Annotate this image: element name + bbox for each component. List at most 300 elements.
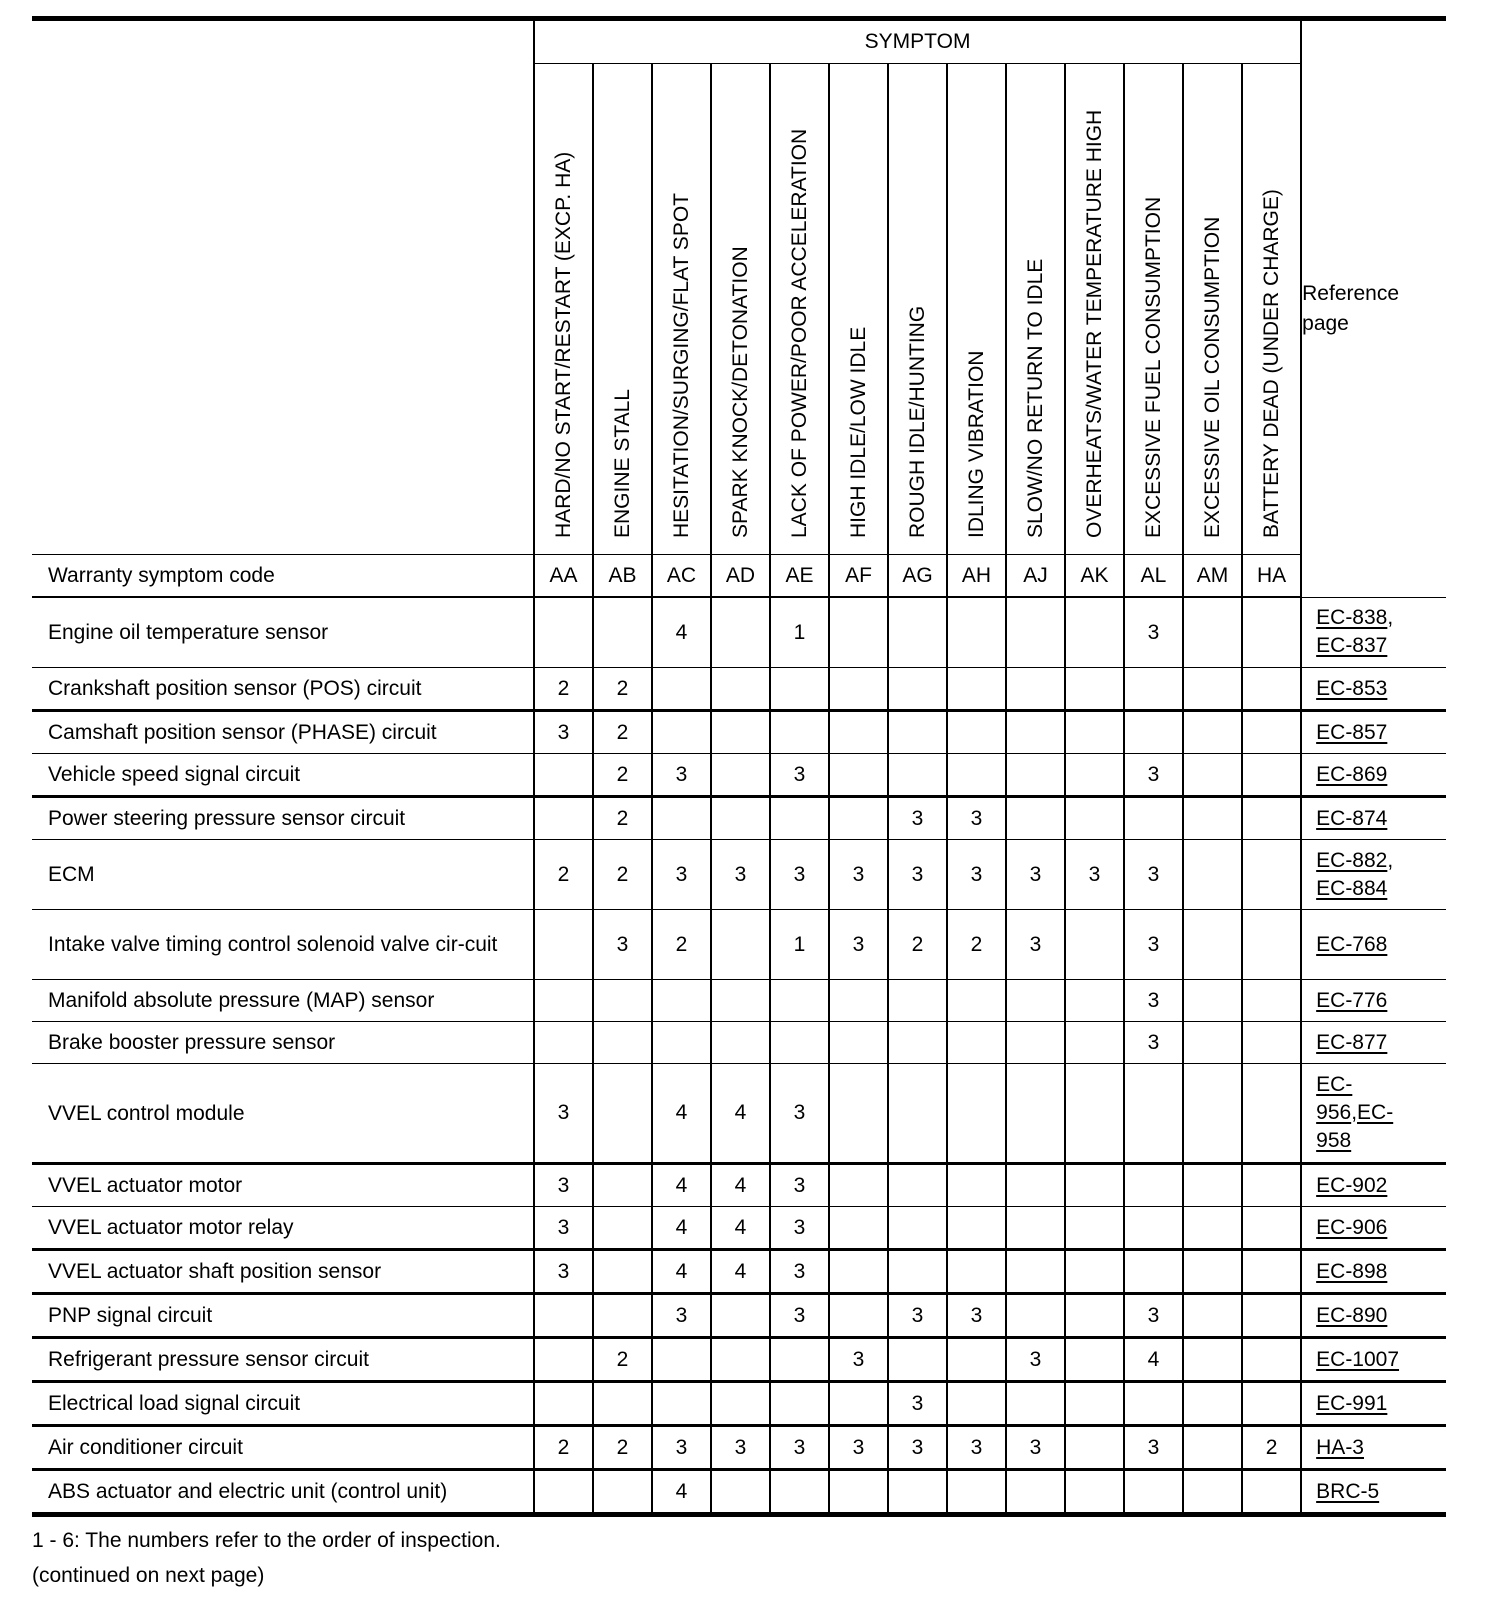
warranty-code-label: Warranty symptom code xyxy=(32,555,534,598)
inspection-order-cell: 3 xyxy=(1124,1022,1183,1064)
inspection-order-cell: 3 xyxy=(1124,1426,1183,1470)
inspection-order-cell xyxy=(1124,1470,1183,1515)
inspection-order-cell xyxy=(947,1338,1006,1382)
inspection-order-cell: 4 xyxy=(652,597,711,668)
inspection-order-cell xyxy=(534,1382,593,1426)
inspection-order-cell xyxy=(888,1470,947,1515)
table-row xyxy=(32,597,1446,668)
inspection-order-cell xyxy=(1065,1022,1124,1064)
inspection-order-cell xyxy=(1242,1022,1301,1064)
table-row xyxy=(32,1250,1446,1294)
reference-link[interactable]: EC-882 xyxy=(1316,848,1388,872)
inspection-order-cell: 2 xyxy=(593,754,652,797)
inspection-order-cell xyxy=(947,668,1006,711)
inspection-order-cell xyxy=(1242,910,1301,980)
inspection-order-cell xyxy=(711,711,770,754)
reference-separator: , xyxy=(1387,606,1394,630)
matrix-body xyxy=(32,597,1446,1515)
warranty-code-cell: AJ xyxy=(1006,555,1065,598)
reference-page-cell xyxy=(1301,1382,1446,1426)
inspection-order-cell xyxy=(947,1470,1006,1515)
inspection-order-cell xyxy=(947,980,1006,1022)
reference-link[interactable]: EC-768 xyxy=(1316,932,1388,956)
warranty-code-cell: AG xyxy=(888,555,947,598)
inspection-order-cell xyxy=(534,797,593,840)
inspection-order-cell: 3 xyxy=(593,910,652,980)
inspection-order-cell: 3 xyxy=(770,1294,829,1338)
inspection-order-cell xyxy=(534,754,593,797)
reference-page-cell xyxy=(1301,597,1446,668)
inspection-order-cell: 3 xyxy=(770,1064,829,1164)
symptom-column-header xyxy=(1065,64,1124,555)
inspection-order-cell xyxy=(1065,597,1124,668)
reference-page-cell xyxy=(1301,1338,1446,1382)
inspection-order-cell: 2 xyxy=(593,797,652,840)
symptom-column-label: ENGINE STALL xyxy=(610,389,634,538)
inspection-order-cell xyxy=(770,797,829,840)
component-name: Air conditioner circuit xyxy=(32,1426,534,1470)
inspection-order-cell: 3 xyxy=(1124,754,1183,797)
inspection-order-cell xyxy=(1183,1426,1242,1470)
symptom-column-header xyxy=(947,64,1006,555)
inspection-order-cell: 2 xyxy=(888,910,947,980)
inspection-order-cell xyxy=(652,980,711,1022)
symptom-column-header xyxy=(652,64,711,555)
component-name: Refrigerant pressure sensor circuit xyxy=(32,1338,534,1382)
inspection-order-cell xyxy=(1183,1250,1242,1294)
inspection-order-cell xyxy=(1242,1470,1301,1515)
inspection-order-cell xyxy=(593,1164,652,1207)
inspection-order-cell xyxy=(534,1338,593,1382)
inspection-order-cell xyxy=(1065,1250,1124,1294)
inspection-order-cell: 3 xyxy=(534,1207,593,1250)
inspection-order-cell xyxy=(888,754,947,797)
symptom-column-label: OVERHEATS/WATER TEMPERATURE HIGH xyxy=(1082,109,1106,538)
inspection-order-cell xyxy=(829,1294,888,1338)
inspection-order-cell xyxy=(888,1207,947,1250)
table-row xyxy=(32,910,1446,980)
component-name: ABS actuator and electric unit (control unit) xyxy=(32,1470,534,1515)
symptom-column-header xyxy=(534,64,593,555)
reference-link[interactable]: EC-991 xyxy=(1316,1391,1388,1415)
symptom-column-label: LACK OF POWER/POOR ACCELERATION xyxy=(787,128,811,538)
inspection-order-cell xyxy=(1065,1164,1124,1207)
component-name: VVEL actuator motor xyxy=(32,1164,534,1207)
symptom-column-label: HESITATION/SURGING/FLAT SPOT xyxy=(669,193,693,538)
inspection-order-cell xyxy=(711,910,770,980)
inspection-order-cell xyxy=(534,1022,593,1064)
table-row xyxy=(32,980,1446,1022)
inspection-order-cell xyxy=(829,1470,888,1515)
symptom-column-header xyxy=(711,64,770,555)
inspection-order-cell xyxy=(1006,1470,1065,1515)
symptom-matrix-table xyxy=(32,16,1446,1517)
inspection-order-cell: 4 xyxy=(652,1250,711,1294)
warranty-code-cell: AD xyxy=(711,555,770,598)
reference-page-cell xyxy=(1301,1470,1446,1515)
inspection-order-cell: 4 xyxy=(652,1064,711,1164)
inspection-order-cell: 3 xyxy=(1006,1426,1065,1470)
inspection-order-cell xyxy=(593,597,652,668)
inspection-order-cell xyxy=(947,754,1006,797)
inspection-order-cell xyxy=(770,668,829,711)
inspection-order-cell xyxy=(711,1382,770,1426)
symptom-column-label: EXCESSIVE OIL CONSUMPTION xyxy=(1200,216,1224,538)
inspection-order-cell xyxy=(652,668,711,711)
component-name: VVEL control module xyxy=(32,1064,534,1164)
table-row xyxy=(32,1470,1446,1515)
inspection-order-cell xyxy=(1183,1022,1242,1064)
symptom-column-label: ROUGH IDLE/HUNTING xyxy=(905,305,929,538)
header-group-row xyxy=(32,19,1446,64)
table-row xyxy=(32,1426,1446,1470)
reference-page-cell xyxy=(1301,1064,1446,1164)
inspection-order-cell xyxy=(1242,980,1301,1022)
warranty-code-row xyxy=(32,555,1446,598)
symptom-column-header xyxy=(1242,64,1301,555)
inspection-order-cell xyxy=(947,597,1006,668)
reference-link[interactable]: EC-869 xyxy=(1316,762,1388,786)
inspection-order-cell xyxy=(829,1164,888,1207)
inspection-order-cell xyxy=(711,1470,770,1515)
inspection-order-cell xyxy=(593,980,652,1022)
inspection-order-cell xyxy=(593,1064,652,1164)
reference-page-cell xyxy=(1301,1426,1446,1470)
reference-page-cell xyxy=(1301,1250,1446,1294)
symptom-column-header xyxy=(1006,64,1065,555)
inspection-order-cell xyxy=(1183,668,1242,711)
inspection-order-cell: 3 xyxy=(829,1426,888,1470)
warranty-code-cell: AB xyxy=(593,555,652,598)
symptom-column-header xyxy=(593,64,652,555)
inspection-order-cell xyxy=(888,711,947,754)
inspection-order-cell: 3 xyxy=(1124,597,1183,668)
inspection-order-cell xyxy=(711,1338,770,1382)
reference-link[interactable]: EC-853 xyxy=(1316,676,1388,700)
inspection-order-cell xyxy=(1242,1338,1301,1382)
inspection-order-cell xyxy=(652,1022,711,1064)
inspection-order-cell: 2 xyxy=(534,668,593,711)
inspection-order-cell xyxy=(829,1207,888,1250)
inspection-order-cell xyxy=(1183,1064,1242,1164)
symptom-column-header xyxy=(829,64,888,555)
inspection-order-cell: 3 xyxy=(711,1426,770,1470)
inspection-order-cell xyxy=(711,754,770,797)
inspection-order-cell xyxy=(1006,668,1065,711)
inspection-order-cell xyxy=(1124,1382,1183,1426)
inspection-order-cell: 2 xyxy=(534,840,593,910)
warranty-code-cell: AF xyxy=(829,555,888,598)
symptom-column-label: SLOW/NO RETURN TO IDLE xyxy=(1023,258,1047,538)
symptom-column-label: BATTERY DEAD (UNDER CHARGE) xyxy=(1259,189,1283,538)
reference-page-cell xyxy=(1301,711,1446,754)
inspection-order-cell xyxy=(1183,1338,1242,1382)
component-name: Power steering pressure sensor circuit xyxy=(32,797,534,840)
inspection-order-cell xyxy=(1006,1164,1065,1207)
inspection-order-cell xyxy=(829,711,888,754)
inspection-order-cell xyxy=(593,1022,652,1064)
table-row xyxy=(32,1338,1446,1382)
inspection-order-cell xyxy=(1242,711,1301,754)
inspection-order-cell xyxy=(829,1382,888,1426)
symptom-column-header xyxy=(1183,64,1242,555)
reference-link[interactable]: EC-837 xyxy=(1316,634,1388,658)
reference-link[interactable]: EC-958 xyxy=(1316,1101,1394,1152)
inspection-order-cell xyxy=(1006,1022,1065,1064)
inspection-order-cell xyxy=(1242,754,1301,797)
inspection-order-cell: 3 xyxy=(1006,1338,1065,1382)
reference-separator: , xyxy=(1387,848,1394,872)
inspection-order-cell xyxy=(593,1250,652,1294)
inspection-order-cell xyxy=(711,597,770,668)
inspection-order-cell xyxy=(829,668,888,711)
inspection-order-cell xyxy=(1242,797,1301,840)
inspection-order-cell xyxy=(1006,1250,1065,1294)
inspection-order-cell xyxy=(947,711,1006,754)
reference-link[interactable]: EC-877 xyxy=(1316,1030,1388,1054)
inspection-order-cell xyxy=(829,797,888,840)
reference-page-cell xyxy=(1301,1207,1446,1250)
inspection-order-cell: 3 xyxy=(1124,980,1183,1022)
inspection-order-cell: 3 xyxy=(1124,1294,1183,1338)
inspection-order-cell: 3 xyxy=(770,1426,829,1470)
inspection-order-cell xyxy=(652,1382,711,1426)
inspection-order-cell: 2 xyxy=(593,668,652,711)
inspection-order-cell xyxy=(1065,1207,1124,1250)
inspection-order-cell xyxy=(829,980,888,1022)
symptom-column-label: HARD/NO START/RESTART (EXCP. HA) xyxy=(551,151,575,538)
table-row xyxy=(32,797,1446,840)
inspection-order-cell xyxy=(770,1382,829,1426)
reference-link[interactable]: EC-884 xyxy=(1316,876,1388,900)
inspection-order-cell xyxy=(888,1022,947,1064)
inspection-order-cell xyxy=(888,980,947,1022)
table-row xyxy=(32,1064,1446,1164)
reference-separator: , xyxy=(1351,1101,1358,1124)
inspection-order-cell: 3 xyxy=(770,1207,829,1250)
symptom-column-label: HIGH IDLE/LOW IDLE xyxy=(846,326,870,538)
inspection-order-cell xyxy=(1242,1294,1301,1338)
warranty-code-cell: AH xyxy=(947,555,1006,598)
inspection-order-cell xyxy=(770,1470,829,1515)
inspection-order-cell xyxy=(888,1064,947,1164)
inspection-order-cell: 2 xyxy=(947,910,1006,980)
inspection-order-cell xyxy=(1006,797,1065,840)
table-row xyxy=(32,1207,1446,1250)
component-name: Engine oil temperature sensor xyxy=(32,597,534,668)
symptom-column-header xyxy=(770,64,829,555)
reference-link[interactable]: EC-906 xyxy=(1316,1215,1388,1239)
inspection-order-cell: 1 xyxy=(770,597,829,668)
inspection-order-cell xyxy=(770,1022,829,1064)
inspection-order-cell: 3 xyxy=(534,711,593,754)
inspection-order-cell: 3 xyxy=(829,1338,888,1382)
inspection-order-cell: 3 xyxy=(534,1250,593,1294)
inspection-order-cell: 3 xyxy=(1006,910,1065,980)
inspection-order-cell xyxy=(1065,1382,1124,1426)
inspection-order-cell xyxy=(711,668,770,711)
inspection-order-cell xyxy=(1065,754,1124,797)
inspection-order-cell xyxy=(829,1064,888,1164)
inspection-order-cell: 2 xyxy=(593,1338,652,1382)
inspection-order-cell: 3 xyxy=(534,1064,593,1164)
component-name: VVEL actuator shaft position sensor xyxy=(32,1250,534,1294)
inspection-order-cell xyxy=(1124,711,1183,754)
reference-link[interactable]: EC-956 xyxy=(1316,1073,1353,1124)
inspection-order-cell: 3 xyxy=(770,840,829,910)
inspection-order-cell xyxy=(652,1338,711,1382)
warranty-code-cell: AM xyxy=(1183,555,1242,598)
inspection-order-cell xyxy=(1242,597,1301,668)
inspection-order-cell xyxy=(1124,668,1183,711)
inspection-order-cell xyxy=(888,1164,947,1207)
inspection-order-cell xyxy=(1006,980,1065,1022)
component-name: Intake valve timing control solenoid valve cir-cuit xyxy=(32,910,534,980)
inspection-order-cell: 3 xyxy=(829,910,888,980)
inspection-order-cell: 3 xyxy=(1124,910,1183,980)
component-name: ECM xyxy=(32,840,534,910)
inspection-order-cell xyxy=(1183,597,1242,668)
inspection-order-cell xyxy=(652,797,711,840)
reference-page-cell xyxy=(1301,1164,1446,1207)
reference-link[interactable]: EC-776 xyxy=(1316,988,1388,1012)
inspection-order-cell: 2 xyxy=(534,1426,593,1470)
inspection-order-cell: 2 xyxy=(593,1426,652,1470)
reference-page-header xyxy=(1301,19,1446,598)
inspection-order-cell: 3 xyxy=(829,840,888,910)
reference-page-cell xyxy=(1301,668,1446,711)
inspection-order-cell xyxy=(1242,840,1301,910)
inspection-order-cell xyxy=(1006,754,1065,797)
reference-link[interactable]: HA-3 xyxy=(1316,1435,1364,1459)
reference-link[interactable]: EC-857 xyxy=(1316,720,1388,744)
inspection-order-cell xyxy=(829,754,888,797)
inspection-order-cell xyxy=(947,1250,1006,1294)
inspection-order-cell xyxy=(1065,1426,1124,1470)
inspection-order-cell: 4 xyxy=(1124,1338,1183,1382)
inspection-order-cell xyxy=(770,711,829,754)
inspection-order-cell xyxy=(770,980,829,1022)
reference-link[interactable]: EC-874 xyxy=(1316,806,1388,830)
inspection-order-cell xyxy=(1124,1164,1183,1207)
inspection-order-cell: 2 xyxy=(593,711,652,754)
inspection-order-cell xyxy=(1124,797,1183,840)
reference-link[interactable]: EC-902 xyxy=(1316,1173,1388,1197)
reference-link[interactable]: EC-838 xyxy=(1316,606,1388,630)
footnote-inspection-order: 1 - 6: The numbers refer to the order of inspection. xyxy=(32,1529,501,1552)
inspection-order-cell xyxy=(1065,711,1124,754)
inspection-order-cell xyxy=(1183,1294,1242,1338)
inspection-order-cell: 3 xyxy=(652,754,711,797)
inspection-order-cell xyxy=(1065,1294,1124,1338)
inspection-order-cell: 3 xyxy=(1065,840,1124,910)
component-name: Camshaft position sensor (PHASE) circuit xyxy=(32,711,534,754)
inspection-order-cell xyxy=(534,597,593,668)
inspection-order-cell xyxy=(947,1164,1006,1207)
inspection-order-cell xyxy=(947,1207,1006,1250)
component-name: VVEL actuator motor relay xyxy=(32,1207,534,1250)
inspection-order-cell: 3 xyxy=(888,797,947,840)
inspection-order-cell xyxy=(1183,754,1242,797)
inspection-order-cell xyxy=(1124,1250,1183,1294)
reference-link[interactable]: BRC-5 xyxy=(1316,1479,1380,1503)
warranty-code-cell: HA xyxy=(1242,555,1301,598)
reference-link[interactable]: EC-898 xyxy=(1316,1259,1388,1283)
inspection-order-cell xyxy=(593,1470,652,1515)
inspection-order-cell xyxy=(1006,711,1065,754)
symptom-column-label: EXCESSIVE FUEL CONSUMPTION xyxy=(1141,196,1165,538)
inspection-order-cell: 3 xyxy=(1124,840,1183,910)
reference-page-cell xyxy=(1301,797,1446,840)
inspection-order-cell: 2 xyxy=(1242,1426,1301,1470)
inspection-order-cell xyxy=(888,1338,947,1382)
inspection-order-cell xyxy=(1006,1294,1065,1338)
inspection-order-cell: 3 xyxy=(947,1294,1006,1338)
inspection-order-cell xyxy=(593,1294,652,1338)
inspection-order-cell xyxy=(711,797,770,840)
symptom-table-page xyxy=(32,16,1446,1593)
inspection-order-cell xyxy=(1183,711,1242,754)
warranty-code-cell: AK xyxy=(1065,555,1124,598)
component-name: PNP signal circuit xyxy=(32,1294,534,1338)
inspection-order-cell xyxy=(1183,797,1242,840)
inspection-order-cell xyxy=(1006,1207,1065,1250)
inspection-order-cell: 3 xyxy=(652,840,711,910)
corner-cell xyxy=(32,19,534,555)
reference-page-cell xyxy=(1301,980,1446,1022)
inspection-order-cell xyxy=(1065,668,1124,711)
inspection-order-cell xyxy=(1242,1250,1301,1294)
warranty-code-cell: AA xyxy=(534,555,593,598)
table-row xyxy=(32,1294,1446,1338)
inspection-order-cell xyxy=(1006,1064,1065,1164)
inspection-order-cell: 3 xyxy=(888,1294,947,1338)
inspection-order-cell xyxy=(1242,1064,1301,1164)
inspection-order-cell: 3 xyxy=(947,797,1006,840)
reference-link[interactable]: EC-890 xyxy=(1316,1303,1388,1327)
inspection-order-cell: 3 xyxy=(711,840,770,910)
reference-page-cell xyxy=(1301,1022,1446,1064)
reference-link[interactable]: EC-1007 xyxy=(1316,1347,1400,1371)
symptom-group-header: SYMPTOM xyxy=(534,19,1301,64)
inspection-order-cell: 3 xyxy=(770,1164,829,1207)
inspection-order-cell xyxy=(829,1022,888,1064)
table-row xyxy=(32,668,1446,711)
inspection-order-cell: 4 xyxy=(652,1470,711,1515)
component-name: Brake booster pressure sensor xyxy=(32,1022,534,1064)
inspection-order-cell xyxy=(1183,1164,1242,1207)
table-row xyxy=(32,711,1446,754)
inspection-order-cell xyxy=(1124,1064,1183,1164)
inspection-order-cell xyxy=(711,980,770,1022)
inspection-order-cell xyxy=(1006,597,1065,668)
footnotes xyxy=(32,1523,1446,1593)
inspection-order-cell xyxy=(593,1207,652,1250)
inspection-order-cell xyxy=(534,910,593,980)
inspection-order-cell xyxy=(1183,1382,1242,1426)
inspection-order-cell xyxy=(1242,1207,1301,1250)
inspection-order-cell xyxy=(829,1250,888,1294)
inspection-order-cell: 1 xyxy=(770,910,829,980)
inspection-order-cell: 3 xyxy=(888,840,947,910)
inspection-order-cell xyxy=(1183,840,1242,910)
inspection-order-cell xyxy=(1065,980,1124,1022)
inspection-order-cell: 3 xyxy=(888,1426,947,1470)
component-name: Electrical load signal circuit xyxy=(32,1382,534,1426)
inspection-order-cell: 4 xyxy=(711,1164,770,1207)
inspection-order-cell: 3 xyxy=(652,1294,711,1338)
inspection-order-cell: 3 xyxy=(947,1426,1006,1470)
